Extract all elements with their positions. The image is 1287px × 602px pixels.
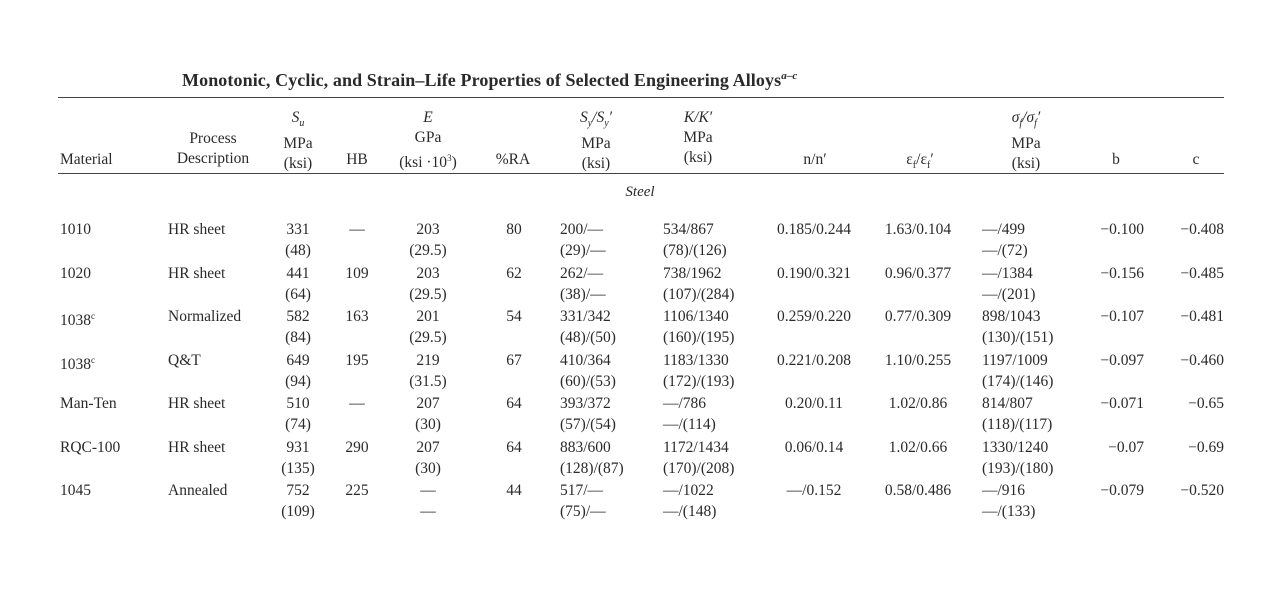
- cell-su: 510: [286, 395, 310, 412]
- cell-hb: 163: [345, 308, 369, 325]
- header-sy-rest: /S: [592, 109, 605, 126]
- header-sig-prime: ′: [1036, 109, 1041, 126]
- cell-sigma-ksi: (118)/(117): [982, 416, 1053, 433]
- cell-k: 1183/1330: [663, 352, 729, 369]
- cell-k: 534/867: [663, 221, 714, 238]
- cell-process: HR sheet: [168, 221, 226, 238]
- cell-eps: 1.10/0.255: [884, 352, 952, 369]
- cell-e-ksi: (29.5): [409, 242, 447, 259]
- cell-sigma-ksi: —/(133): [982, 503, 1036, 520]
- cell-su: 331: [286, 221, 310, 238]
- cell-k-ksi: (78)/(126): [663, 242, 727, 259]
- cell-su: 649: [286, 352, 310, 369]
- cell-c: −0.460: [1180, 352, 1224, 369]
- header-sy-unit-ksi: (ksi): [581, 155, 611, 173]
- cell-material: [60, 306, 95, 331]
- cell-ra: 44: [506, 482, 522, 499]
- cell-e: 207: [416, 395, 440, 412]
- header-b: b: [1112, 151, 1120, 168]
- cell-e-ksi: —: [420, 503, 436, 520]
- header-su-sub: u: [299, 118, 305, 130]
- cell-eps: 1.63/0.104: [884, 221, 952, 238]
- cell-sy-ksi: (29)/—: [560, 242, 606, 259]
- material-name: 1038: [60, 312, 91, 329]
- header-sy-sub: y: [587, 118, 593, 130]
- header-e-unit-ksi: [392, 148, 464, 173]
- cell-sigma: —/1384: [982, 265, 1033, 282]
- cell-sy: 517/—: [560, 482, 604, 499]
- cell-sy: 262/—: [560, 265, 604, 282]
- header-eps-mid: /ε: [916, 151, 927, 168]
- header-sig-unit-ksi: (ksi): [1011, 155, 1041, 173]
- cell-material: [60, 263, 91, 284]
- cell-su: 931: [286, 439, 310, 456]
- cell-c: −0.408: [1180, 221, 1224, 238]
- cell-process: HR sheet: [168, 439, 226, 456]
- cell-e: —: [420, 482, 436, 499]
- cell-hb: —: [349, 221, 365, 238]
- cell-su: 582: [286, 308, 310, 325]
- cell-c: −0.65: [1188, 395, 1224, 412]
- cell-ra: 64: [506, 395, 522, 412]
- cell-e-ksi: (30): [415, 416, 441, 433]
- header-e-symbol: E: [423, 109, 433, 126]
- header-ra: %RA: [495, 151, 531, 168]
- header-sig-sub2: f: [1034, 118, 1037, 130]
- cell-k-ksi: —/(114): [663, 416, 716, 433]
- cell-sy-ksi: (48)/(50): [560, 329, 616, 346]
- cell-sy: 393/372: [560, 395, 611, 412]
- header-sy-s: S: [579, 109, 588, 126]
- cell-sy-ksi: (57)/(54): [560, 416, 616, 433]
- cell-k: 1106/1340: [663, 308, 729, 325]
- header-k-symbol: K/K′: [683, 109, 713, 126]
- cell-c: −0.69: [1188, 439, 1224, 456]
- header-eps-symbol: ε: [906, 151, 913, 168]
- cell-sigma: 814/807: [982, 395, 1033, 412]
- cell-sy: 410/364: [560, 352, 611, 369]
- cell-sigma: —/916: [982, 482, 1026, 499]
- cell-k-ksi: (160)/(195): [663, 329, 735, 346]
- cell-c: −0.520: [1180, 482, 1224, 499]
- cell-material: [60, 437, 120, 458]
- cell-k-ksi: (172)/(193): [663, 373, 735, 390]
- cell-n: 0.221/0.208: [776, 352, 852, 369]
- header-sig: [990, 108, 1062, 174]
- cell-process: HR sheet: [168, 265, 226, 282]
- cell-n: 0.185/0.244: [776, 221, 852, 238]
- cell-b: −0.079: [1100, 482, 1144, 499]
- header-sig-symbol: [990, 108, 1062, 134]
- cell-su: 752: [286, 482, 310, 499]
- table-title-superscript: a–c: [781, 70, 798, 82]
- cell-b: −0.156: [1100, 265, 1144, 282]
- cell-su-ksi: (64): [285, 286, 311, 303]
- cell-sigma-ksi: (130)/(151): [982, 329, 1054, 346]
- cell-n: 0.190/0.321: [776, 265, 852, 282]
- cell-ra: 80: [506, 221, 522, 238]
- cell-process: Annealed: [168, 482, 228, 499]
- material-name: 1010: [60, 221, 91, 238]
- cell-eps: 0.96/0.377: [884, 265, 952, 282]
- cell-su-ksi: (74): [285, 416, 311, 433]
- cell-e: 201: [416, 308, 440, 325]
- material-footnote: c: [91, 355, 95, 365]
- cell-b: −0.07: [1108, 439, 1144, 456]
- cell-k-ksi: (107)/(284): [663, 286, 735, 303]
- cell-eps: 0.58/0.486: [884, 482, 952, 499]
- cell-b: −0.071: [1100, 395, 1144, 412]
- header-sy-sub2: y: [604, 118, 609, 130]
- material-name: 1038: [60, 356, 91, 373]
- material-name: 1020: [60, 265, 91, 282]
- cell-e: 203: [416, 221, 440, 238]
- cell-n: 0.259/0.220: [776, 308, 852, 325]
- cell-n: 0.06/0.14: [784, 439, 844, 456]
- header-e-close: ): [451, 154, 457, 172]
- cell-k-ksi: —/(148): [663, 503, 717, 520]
- header-material: Material: [60, 151, 113, 168]
- material-name: 1045: [60, 482, 91, 499]
- header-e-sup: 3: [447, 153, 452, 163]
- cell-sigma: 1330/1240: [982, 439, 1049, 456]
- header-n: n/n′: [803, 151, 827, 168]
- cell-b: −0.107: [1100, 308, 1144, 325]
- header-process: [168, 129, 258, 169]
- header-process-line1: Process: [189, 130, 237, 147]
- header-sy-symbol: [560, 108, 632, 134]
- cell-e: 207: [416, 439, 440, 456]
- cell-hb: 225: [345, 482, 369, 499]
- header-e: [392, 108, 464, 173]
- cell-ra: 67: [506, 352, 522, 369]
- cell-process: Q&T: [168, 352, 201, 369]
- header-sig-unit: MPa: [1011, 135, 1041, 153]
- material-name: Man-Ten: [60, 395, 117, 412]
- cell-eps: 1.02/0.66: [888, 439, 948, 456]
- cell-sy-ksi: (38)/—: [560, 286, 606, 303]
- cell-hb: 195: [345, 352, 369, 369]
- header-rule: [58, 173, 1224, 174]
- cell-k: —/1022: [663, 482, 714, 499]
- cell-e: 203: [416, 265, 440, 282]
- cell-k: 738/1962: [663, 265, 722, 282]
- header-su: [272, 108, 324, 174]
- cell-sy: 883/600: [560, 439, 611, 456]
- cell-hb: 109: [345, 265, 369, 282]
- header-eps-sub: f: [912, 160, 917, 172]
- header-k-unit-ksi: (ksi): [683, 149, 713, 166]
- header-k: [668, 108, 728, 168]
- header-sig-sub: f: [1019, 118, 1023, 130]
- cell-sy: 331/342: [560, 308, 611, 325]
- cell-sigma: —/499: [982, 221, 1026, 238]
- cell-sigma-ksi: —/(201): [982, 286, 1036, 303]
- header-su-symbol: [272, 108, 324, 134]
- cell-k-ksi: (170)/(208): [663, 460, 735, 477]
- cell-e-ksi: (29.5): [409, 329, 447, 346]
- cell-n: 0.20/0.11: [785, 395, 843, 412]
- cell-k: —/786: [663, 395, 707, 412]
- cell-hb: —: [349, 395, 365, 412]
- header-process-line2: Description: [176, 150, 250, 167]
- cell-su-ksi: (135): [281, 460, 315, 477]
- header-sy-prime: ′: [608, 109, 613, 126]
- cell-k: 1172/1434: [663, 439, 729, 456]
- cell-material: [60, 480, 91, 501]
- top-rule: [58, 97, 1224, 98]
- material-name: RQC-100: [60, 439, 121, 456]
- cell-su-ksi: (94): [285, 373, 311, 390]
- cell-material: [60, 350, 95, 375]
- header-e-unit: GPa: [414, 129, 442, 146]
- cell-eps: 0.77/0.309: [884, 308, 952, 325]
- header-su-s: S: [291, 109, 300, 126]
- header-sig-s: σ: [1011, 109, 1020, 126]
- header-sig-mid: /σ: [1022, 109, 1035, 126]
- table-title: [182, 70, 797, 91]
- header-k-unit: MPa: [683, 129, 713, 146]
- cell-c: −0.481: [1180, 308, 1224, 325]
- header-e-ksi-text: (ksi ·10: [399, 154, 448, 172]
- cell-su: 441: [286, 265, 310, 282]
- cell-ra: 54: [506, 308, 522, 325]
- cell-sigma-ksi: —/(72): [982, 242, 1028, 259]
- cell-e-ksi: (30): [415, 460, 441, 477]
- header-sy-unit: MPa: [581, 135, 611, 153]
- header-c: c: [1192, 151, 1200, 168]
- cell-su-ksi: (48): [285, 242, 311, 259]
- cell-su-ksi: (84): [285, 329, 311, 346]
- header-su-unit-ksi: (ksi): [283, 155, 313, 173]
- cell-ra: 62: [506, 265, 522, 282]
- cell-e: 219: [416, 352, 440, 369]
- cell-material: [60, 219, 91, 240]
- header-sy: [560, 108, 632, 174]
- cell-eps: 1.02/0.86: [888, 395, 948, 412]
- cell-process: HR sheet: [168, 395, 226, 412]
- cell-b: −0.100: [1100, 221, 1144, 238]
- header-su-unit: MPa: [283, 135, 313, 153]
- section-label-steel: Steel: [625, 184, 655, 200]
- cell-process: Normalized: [168, 308, 242, 325]
- cell-sigma: 1197/1009: [982, 352, 1048, 369]
- cell-c: −0.485: [1180, 265, 1224, 282]
- cell-sy-ksi: (128)/(87): [560, 460, 624, 477]
- cell-sy: 200/—: [560, 221, 604, 238]
- cell-su-ksi: (109): [281, 503, 315, 520]
- cell-sigma-ksi: (193)/(180): [982, 460, 1054, 477]
- cell-material: [60, 393, 117, 414]
- header-eps-sub2: f: [926, 160, 931, 172]
- cell-sy-ksi: (60)/(53): [560, 373, 616, 390]
- cell-ra: 64: [506, 439, 522, 456]
- cell-sy-ksi: (75)/—: [560, 503, 606, 520]
- cell-hb: 290: [345, 439, 369, 456]
- cell-e-ksi: (31.5): [409, 373, 447, 390]
- table-title-text: Monotonic, Cyclic, and Strain–Life Properties of Selected Engineering Alloys: [182, 70, 782, 90]
- header-eps-prime: ′: [930, 151, 934, 168]
- material-footnote: c: [91, 311, 95, 321]
- cell-e-ksi: (29.5): [409, 286, 447, 303]
- header-hb: HB: [346, 151, 368, 168]
- cell-n: —/0.152: [786, 482, 842, 499]
- cell-b: −0.097: [1100, 352, 1144, 369]
- cell-sigma: 898/1043: [982, 308, 1041, 325]
- cell-sigma-ksi: (174)/(146): [982, 373, 1054, 390]
